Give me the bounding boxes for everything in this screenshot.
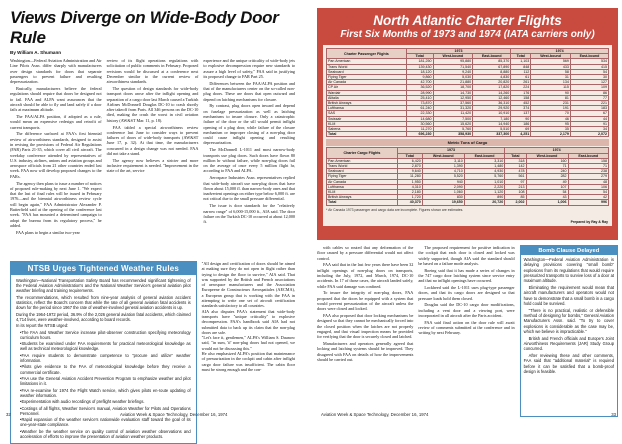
table-cell-value: 115 bbox=[531, 85, 571, 90]
table-cell-value: 54 bbox=[570, 69, 608, 74]
table-cell-value: 31 bbox=[531, 75, 571, 80]
sidebar-paragraph: Washington—National Transportation Safety Board has recommended significant tightening of the Federal Aviation Administration's and the National Weather Service's general aviation pilot weather briefing and training requirements. bbox=[16, 278, 191, 294]
article-paragraph: Differences between the FAA/ALPA position and that of the manufacturers center on the so-called non-plug doors. These are doors that open outward and depend on latching mechanisms for closure. bbox=[203, 80, 296, 102]
sidebar-paragraph: After reviewing these and other comments, FAA said that "additional material" is required before it can be satisfied that a bomb-proof design is feasible. bbox=[523, 353, 614, 374]
table-cell-carrier: Pan American bbox=[327, 59, 407, 64]
table-cell-value: 15,620 bbox=[433, 121, 473, 126]
article-byline: By William A. Shumann bbox=[10, 50, 62, 55]
table-cell-value: 238 bbox=[568, 169, 608, 174]
table-cell-carrier: Seaboard bbox=[327, 69, 407, 74]
table-cell-value: 35 bbox=[531, 127, 571, 132]
table-cell-value: 261 bbox=[511, 80, 531, 85]
sidebar-paragraph: "There is no practical, realistic or defensible method of designing for bombs," General Aviation Manufacturers Assn. said. "To try to cover explosions is considerable as the case may be, which we believe is impracticable." bbox=[523, 307, 614, 334]
table-total-value: 4,251 bbox=[511, 132, 531, 137]
table-total-row bbox=[327, 200, 609, 205]
table-cell-value: 3,310 bbox=[464, 158, 504, 163]
table-header-name: Charter Cargo Flights bbox=[327, 148, 398, 158]
sidebar-bullet: • Weather be the weather service on quality control of aviation weather observations and acceleration of efforts to improve the presentation of aviation weather products. bbox=[20, 429, 191, 439]
sidebar-bullet: • FAA re-examine for 1974 the Flight Watch service, which gives pilots en-route updating of weather information. bbox=[20, 388, 191, 398]
table-cell-value: 848 bbox=[511, 64, 531, 69]
table-cell-value: 7,500 bbox=[433, 116, 473, 121]
right-columns bbox=[317, 245, 618, 417]
table-cell-value: 11,280 bbox=[397, 174, 422, 179]
table-cell-value: 181,250 bbox=[406, 59, 433, 64]
sidebar-bullet: • Experimentation with audio recordings of preflight weather briefings. bbox=[20, 399, 191, 404]
tables-area bbox=[323, 45, 612, 226]
table-cell-value: 29,920 bbox=[473, 106, 511, 111]
table-cell-value: 67 bbox=[570, 111, 608, 116]
article-paragraph: FAA also proposed that door locking mechanisms be designed so that they cannot be mechanically forced into the closed position when the latches are not properly engaged, and that visual inspection means be provided for verifying that the door is securely closed and latched. bbox=[317, 313, 414, 340]
table-cell-value: 85,370 bbox=[473, 59, 511, 64]
table-cell-value: 452 bbox=[511, 101, 531, 106]
table-header-name: Charter Passenger Flights bbox=[327, 49, 407, 59]
article-paragraph: FAA said final action on the door rule will await review of comments submitted at the conference and in writing by next February. bbox=[418, 319, 515, 336]
table-cell-value: 12,460 bbox=[473, 95, 511, 100]
left-page bbox=[0, 0, 305, 439]
table-cell-value: 1,103 bbox=[511, 59, 531, 64]
table-subheader: West-bound bbox=[422, 153, 464, 158]
table-cell-value: 21,880 bbox=[433, 80, 473, 85]
table-cell-carrier: Swissair bbox=[327, 116, 407, 121]
article-paragraph: The difference surfaced at FAA's first biennial review of airworthiness standards, designed to assist in revising the provisions of Federal Air Regulations (FAR) Parts 21-35, which cover all civil aircraft. The weekday conference attended by representatives of U.S. industry, airlines, unions and aviation groups and aerospace officials from 21 other countries ended last week. FAA now will develop proposed changes to the FARs. bbox=[10, 131, 102, 179]
article-paragraph: "Let's face it, gentlemen," ALPA's William S. Daunow said, "in sum, 'if' non-plug doors had not opened, we would not be discussing this." bbox=[201, 335, 295, 351]
article-paragraph: AIA also disputes FAA's statement that wide-body transports have "unique criticality" to explosive decompression. FAA's handbook said AIA had not submitted data to back up its claim that the non-plug doors are safe. bbox=[201, 308, 295, 335]
table-cell-carrier: Trans World bbox=[327, 164, 398, 169]
table-subheader: Total bbox=[505, 153, 526, 158]
table-cell-carrier: Alitalia bbox=[327, 95, 407, 100]
article-paragraph: Douglas said the DC-10 cargo door modifications, including a vent door and a viewing port, were incorporated in all aircraft after the Paris accident. bbox=[418, 302, 515, 319]
table-cell-value: 186 bbox=[511, 121, 531, 126]
table-cell-value: 2,870 bbox=[397, 164, 422, 169]
table-cell-value: 28,990 bbox=[406, 90, 433, 95]
table-cell-carrier: Flying Tiger bbox=[327, 75, 407, 80]
table-cell-value: 71,540 bbox=[433, 64, 473, 69]
article-column-3 bbox=[203, 58, 295, 258]
table-cell-value: 30,560 bbox=[406, 121, 433, 126]
table-cell-carrier: Air Canada bbox=[327, 80, 407, 85]
table-cell-value: 5,030 bbox=[433, 75, 473, 80]
table-cell-value: 42,700 bbox=[406, 80, 433, 85]
table-cell-value: 58 bbox=[531, 69, 571, 74]
table-cell-value: 1,120 bbox=[464, 190, 504, 195]
table-cell-value: 95 bbox=[531, 121, 571, 126]
table-cell-value: 8,880 bbox=[473, 69, 511, 74]
table-subheader: East-bound bbox=[568, 153, 608, 158]
table-subheader: Total bbox=[397, 153, 422, 158]
page-number-left: 32 bbox=[6, 412, 11, 417]
table-cell-value: 534 bbox=[570, 59, 608, 64]
table-cell-value: 18,120 bbox=[406, 69, 433, 74]
table-cell-value: 6,420 bbox=[397, 158, 422, 163]
table-cell-value: 42 bbox=[568, 195, 608, 200]
table-total-value: 358,930 bbox=[433, 132, 473, 137]
right-page bbox=[311, 0, 622, 420]
table-cell-value: 569 bbox=[531, 59, 571, 64]
sidebar-bullets bbox=[16, 330, 191, 440]
table-cell-carrier: SAS bbox=[327, 111, 407, 116]
table-cell-value: 231 bbox=[531, 101, 571, 106]
table-total-value: 19,650 bbox=[422, 200, 464, 205]
bomb-title: Bomb Clause Delayed bbox=[521, 246, 617, 255]
table-cell-value: 61,240 bbox=[406, 106, 433, 111]
table-subheader: West-bound bbox=[433, 54, 473, 59]
table-cell-value: 137 bbox=[511, 111, 531, 116]
table-cell-value: 107 bbox=[526, 184, 568, 189]
table-cell-value: 9,860 bbox=[406, 75, 433, 80]
footer-right: Aviation Week & Space Technology, December 16, 1974 bbox=[321, 412, 429, 417]
table-cell-value: 12,950 bbox=[433, 95, 473, 100]
table-cell-carrier: CP Air bbox=[327, 85, 407, 90]
table-cell-value: 106 bbox=[568, 184, 608, 189]
table-cell-value: 30 bbox=[570, 75, 608, 80]
sidebar-paragraph: During the 1964-1972 period, 36.9% of the 2,026 general aviation fatal accidents, which claimed 4,714 lives, were weather-involved, according to board records. bbox=[16, 311, 191, 322]
table-total-row bbox=[327, 132, 609, 137]
table-cell-value: 160 bbox=[526, 158, 568, 163]
table-cell-value: 54 bbox=[526, 190, 568, 195]
charter-flights-panel bbox=[317, 8, 618, 240]
table-cell-value: 127 bbox=[570, 80, 608, 85]
table-cell-value: 5,760 bbox=[433, 127, 473, 132]
table-cell-value: 158 bbox=[511, 95, 531, 100]
table-cell-value: 240 bbox=[526, 169, 568, 174]
article-paragraph: with cables so routed that any deformation of the floor caused by a pressure differential would not affect control. bbox=[317, 245, 414, 261]
article-paragraph: By contrast, plug doors open inward and depend on fuselage pressurization as well as latching mechanisms to insure closure. Only a catastrophic failure of the door or the sill would permit inflight opening of a plug door, while failure of the closure mechanism or improper closing of a non-plug door could cause inflight opening and resulting depressurization. bbox=[203, 103, 296, 146]
table-cell-value: 830 bbox=[422, 195, 464, 200]
table-cell-value: 318 bbox=[505, 158, 526, 163]
cargo-band: Metric Tons of Cargo bbox=[326, 139, 609, 146]
article-columns-top bbox=[6, 58, 299, 258]
table-cell-value: 34 bbox=[570, 127, 608, 132]
table-subheader: Total bbox=[511, 54, 531, 59]
table-cell-value: 90 bbox=[511, 116, 531, 121]
sidebar-bullet: • FAA require students to demonstrate competence to "procure and utilize" weather information. bbox=[20, 353, 191, 363]
article-paragraph: The agency then plans to issue a number of notices of proposed rule-making by next June 1. "We expect that the last of final rules will be issued in February 1976—and the biennial airworthiness review cycle will begin again," FAA Administrator Alexander P. Butterfield said at the opening of the conference last week. "FAA has mounted a determined campaign to adopt the bureau from its regulatory process," he added. bbox=[10, 180, 102, 228]
table-cell-value: 191 bbox=[531, 106, 571, 111]
table-cell-carrier: Lufthansa bbox=[327, 184, 398, 189]
table-cell-value: 61 bbox=[511, 75, 531, 80]
table-cell-value: 14,260 bbox=[473, 90, 511, 95]
table-cell-value: 3,110 bbox=[422, 158, 464, 163]
table-total-label: Total bbox=[327, 132, 407, 137]
article-paragraph: Basically, manufacturers believe the federal regulations should require that doors be designed not to fail. FAA and ALPA want assurances that the aircraft should be able to fly and land safely if a door fails at maximum altitude. bbox=[10, 85, 102, 113]
table-cell-value: 374 bbox=[511, 106, 531, 111]
table-subheader: West-bound bbox=[531, 54, 571, 59]
table-cell-value: 48 bbox=[568, 179, 608, 184]
table-cell-value: 71 bbox=[568, 164, 608, 169]
table-cell-value: 2,180 bbox=[397, 190, 422, 195]
article-paragraph: The question of design standards for wide-body transport doors arose after the inflight opening and separation of a cargo door last March caused a Turkish Airlines McDonnell Douglas DC-10 to crash shortly after takeoff from Paris. All 346 persons on the DC-10 died, making the crash the worst in civil aviation history (AW&ST Mar. 11, p. 18). bbox=[106, 85, 199, 123]
table-cell-value: 213 bbox=[505, 184, 526, 189]
table-cell-value: 17,820 bbox=[473, 85, 511, 90]
table-cell-value: 54 bbox=[568, 190, 608, 195]
table-cell-value: 221 bbox=[570, 101, 608, 106]
table-cell-value: 112 bbox=[511, 69, 531, 74]
sidebar-bullet: • FAA use the General Aviation Accident Prevention Program to emphasize weather and pilot limitations in it. bbox=[20, 376, 191, 386]
table-cell-value: 7,180 bbox=[473, 116, 511, 121]
table-cell-value: 1,950 bbox=[397, 179, 422, 184]
table-cell-value: 1,060 bbox=[422, 190, 464, 195]
table-cell-value: 67,890 bbox=[473, 64, 511, 69]
table-cell-value: 18,700 bbox=[433, 85, 473, 90]
sidebar-bullet: • Costings of all flights, Weather Service's manual, Aviation Weather for Pilots and Operations Personnel. bbox=[20, 406, 191, 416]
table-cell-value: 108 bbox=[505, 190, 526, 195]
table-cell-value: 433 bbox=[531, 64, 571, 69]
table-cell-value: 9,240 bbox=[433, 69, 473, 74]
table-cell-value: 5,520 bbox=[422, 174, 464, 179]
table-cell-value: 4,930 bbox=[464, 169, 504, 174]
table-cell-value: 1,010 bbox=[464, 179, 504, 184]
article-paragraph: experience and the unique criticality of wide-body jets to explosive decompression require new standards to assure a high level of safety," FAA said in justifying its proposed change to FAR Part 25. bbox=[203, 58, 296, 79]
article-paragraph: The proposed requirement for positive indication in the cockpit that each door is closed and locked was widely supported, though AIA said the standard should be based on a failure mode analysis. bbox=[418, 245, 515, 266]
table-header-year: 1974 bbox=[511, 49, 609, 54]
table-cell-value: 4,310 bbox=[397, 184, 422, 189]
table-cell-value: 73,870 bbox=[406, 101, 433, 106]
article-paragraph: Aerospace Industries Assn. representatives replied that wide-body aircraft use non-plug doors that have flown about 15,000 fl. than narrow-body ones and that inadvertent openings on either type below 6,000 ft. are not critical due to the small pressure differential. bbox=[203, 175, 296, 202]
article-column-2 bbox=[107, 58, 199, 258]
article-paragraph: The issue is door standards for the "relatively narrow range" of 6,000-15,000 ft., AIA said. The door failure on the Turkish DC-10 occurred at about 12,000 ft. bbox=[203, 203, 296, 225]
table-cell-value: 31,320 bbox=[433, 106, 473, 111]
table-cell-value: 4,710 bbox=[422, 169, 464, 174]
table-header-year: 1973 bbox=[406, 49, 510, 54]
article-paragraph: The agency now believes a stricter and more inclusive requirement is needed. "Improvement in the state of the art, service bbox=[106, 157, 199, 174]
sidebar-paragraph: The recommendations, which resulted from nine-year analysis of general aviation accident statistics, reflect the Board's concern that while the rate of all general aviation fatal accidents is down for the period since 1967 the rate of weather-involved general aviation accidents is up. bbox=[16, 294, 191, 311]
page-number-right: 33 bbox=[611, 412, 616, 417]
table-cell-value: 10,910 bbox=[473, 111, 511, 116]
table-cell-value: 1,720 bbox=[397, 195, 422, 200]
cargo-table bbox=[326, 147, 609, 205]
table-cell-value: 97 bbox=[505, 179, 526, 184]
table-cell-value: 4,830 bbox=[473, 75, 511, 80]
table-cell-carrier: Sabena bbox=[327, 127, 407, 132]
table-cell-carrier: Trans World bbox=[327, 64, 407, 69]
table-total-value: 1,006 bbox=[526, 200, 568, 205]
table-cell-carrier: KLM bbox=[327, 121, 407, 126]
table-cell-value: 43 bbox=[526, 195, 568, 200]
sidebar-paragraph: In its report the NTSB urged: bbox=[16, 323, 69, 329]
table-cell-value: 77 bbox=[570, 95, 608, 100]
passenger-table bbox=[326, 48, 609, 137]
table-cell-value: 282 bbox=[526, 174, 568, 179]
table-total-value: 337,300 bbox=[473, 132, 511, 137]
article-paragraph: To insure the integrity of non-plug doors, FAA proposed that the doors be equipped with a system that would prevent pressurization of the aircraft unless the doors were closed and locked. bbox=[317, 290, 414, 312]
panel-title: North Atlantic Charter Flights bbox=[373, 13, 562, 28]
table-cell-value: 478 bbox=[505, 169, 526, 174]
sidebar-paragraph: British and French officials and Europe's Joint Airworthiness Requirements (JAR) Study Group concurred. bbox=[523, 335, 614, 352]
table-cell-value: 940 bbox=[422, 179, 464, 184]
table-cell-carrier: Flying Tiger bbox=[327, 174, 398, 179]
table-cell-value: 415 bbox=[570, 64, 608, 69]
table-cell-value: 90 bbox=[531, 90, 571, 95]
sidebar-bullet: • Students be examined under FAA requirements for practical meteorological knowledge as well as technical meteorological knowledge. bbox=[20, 341, 191, 351]
table-cell-value: 176 bbox=[511, 90, 531, 95]
table-cell-value: 9,640 bbox=[397, 169, 422, 174]
table-cell-value: 25,410 bbox=[406, 95, 433, 100]
table-cell-value: 49 bbox=[526, 179, 568, 184]
panel-subtitle: First Six Months of 1973 and 1974 (IATA carriers only) bbox=[340, 29, 595, 40]
table-cell-value: 91 bbox=[570, 121, 608, 126]
table-cell-carrier: Pan American bbox=[327, 158, 398, 163]
sidebar-paragraph: Eliminating the requirement would mean that aircraft manufacturers and operators would not have to demonstrate that a small bomb in a cargo hold could be survived. bbox=[523, 284, 614, 306]
table-cell-value: 109 bbox=[570, 85, 608, 90]
table-cell-value: 158 bbox=[568, 158, 608, 163]
table-subheader: Total bbox=[406, 54, 433, 59]
table-cell-value: 14,680 bbox=[406, 116, 433, 121]
table-cell-value: 561 bbox=[505, 174, 526, 179]
article-paragraph: FAA plans to begin a similar two-year bbox=[16, 229, 80, 235]
table-cell-value: 36,310 bbox=[473, 101, 511, 106]
table-cell-value: 81 bbox=[531, 95, 571, 100]
table-cell-value: 46 bbox=[531, 116, 571, 121]
article-paragraph: Washington—Federal Aviation Administration and Air Line Pilots Assn. differ sharply with manufacturers over design standards for doors that separate passengers to prevent failure and resulting depressurization. bbox=[10, 58, 102, 85]
table-cell-value: 11,420 bbox=[433, 111, 473, 116]
table-subheader: East-bound bbox=[464, 153, 504, 158]
table-total-value: 40,370 bbox=[397, 200, 422, 205]
table-cell-value: 86 bbox=[570, 90, 608, 95]
table-cell-value: 70 bbox=[531, 111, 571, 116]
article-paragraph: The McDonnell L-1011 and most narrow-body transports use plug doors. Such doors have flown 80 million hr without failure, while non-plug doors fail on the average of once every 5 million flight hr, according to FAA and ALPA. bbox=[203, 147, 296, 174]
table-cell-value: 224 bbox=[511, 85, 531, 90]
table-cell-value: 2,220 bbox=[464, 184, 504, 189]
table-cell-value: 36,520 bbox=[406, 85, 433, 90]
table-cell-carrier: KLM bbox=[327, 190, 398, 195]
table-note: * Air Canada 1973 passenger and cargo data are incomplete. Figures shown are estimates. bbox=[326, 207, 464, 212]
table-cell-value: 183 bbox=[570, 106, 608, 111]
table-cell-carrier: Wardair bbox=[327, 90, 407, 95]
table-cell-value: 85 bbox=[505, 195, 526, 200]
table-cell-value: 134 bbox=[531, 80, 571, 85]
table-cell-value: 890 bbox=[464, 195, 504, 200]
table-cell-carrier: Air Canada bbox=[327, 179, 398, 184]
table-cell-value: 1,390 bbox=[422, 164, 464, 169]
table-cell-carrier: British Airways bbox=[327, 101, 407, 106]
table-cell-value: 37,560 bbox=[433, 101, 473, 106]
sidebar-paragraph: Washington—Federal Aviation Administration is delaying provisions covering "small bomb" explosions from its regulations that would require pressurized transports to survive loss of a door at maximum altitude. bbox=[523, 257, 614, 284]
table-total-value: 2,072 bbox=[570, 132, 608, 137]
table-total-value: 996 bbox=[568, 200, 608, 205]
sidebar-bullet: • Pilots give evidence to the FAA of meteorological knowledge before they receive a commercial certificate. bbox=[20, 364, 191, 374]
sidebar-bullet: • The FAA and Weather Service increase pilot-observer construction specifying meteorology curriculum hours. bbox=[20, 330, 191, 340]
article-paragraph: The FAA/ALPA position, if adopted as a rule, would mean an expensive redesign and retrofit of current transports. bbox=[10, 113, 102, 130]
table-cell-value: 139,430 bbox=[406, 64, 433, 69]
article-paragraph: "All design and certification of doors should be aimed at making sure they do not open in flight rather than trying to design the floor to survive," AIA said. That was supported by the British and French associations of aerospace manufacturers and the Association Europeene de Constructeurs Aerospatiales (AECMA), a European group that is working with the FAA in attempting to write one set of aircraft certification standards satisfactory to all countries. bbox=[201, 261, 295, 309]
table-credit: Prepared by Ray & Ray bbox=[570, 220, 608, 224]
table-cell-value: 95,880 bbox=[433, 59, 473, 64]
right-column-2 bbox=[418, 245, 514, 417]
table-cell-value: 14,730 bbox=[433, 90, 473, 95]
article-paragraph: He also emphasized ALPA's position that maintenance of pressurization in the cockpit and cabin after inflight cargo door failure was insufficient. The cabin floor must be strong enough and the con- bbox=[201, 351, 295, 372]
article-paragraph: FAA tabled a special airworthiness review conference last June to consider ways to prevent failures of doors of wide-body transports (AW&ST June 17, p. 32). At that time, the manufacturers concurred in a design change was not needed. FAA did not take a stand. bbox=[106, 124, 199, 157]
sidebar-bullet: • Rapid expansion of the weather service's nationwide evaluation staff toward the goal of its one-year-state compliance. bbox=[20, 417, 191, 427]
table-subheader: East-bound bbox=[570, 54, 608, 59]
article-paragraph: Manufacturers and operators generally agreed that locking and latching systems should be improved. They disagreed with FAA on details of how the improvements should be carried out. bbox=[317, 341, 414, 362]
sidebar-title: NTSB Urges Tightened Weather Rules bbox=[11, 262, 196, 275]
table-cell-value: 142 bbox=[505, 164, 526, 169]
bomb-clause-sidebar bbox=[520, 245, 618, 417]
sidebar-body bbox=[11, 275, 196, 443]
table-cell-value: 22,330 bbox=[406, 111, 433, 116]
article-paragraph: Boeing said that it has made a series of changes in the 747 cargo door latching system since service entry and that no inflight openings have occurred. bbox=[418, 267, 515, 284]
article-column-1 bbox=[10, 58, 102, 258]
table-total-value: 2,002 bbox=[505, 200, 526, 205]
table-cell-value: 5,510 bbox=[473, 127, 511, 132]
article-paragraph: Lockheed said the L-1011 uses plug-type passenger doors, and that its cargo doors are designed so that pressure loads hold them closed. bbox=[418, 285, 515, 301]
table-cell-value: 14,940 bbox=[473, 121, 511, 126]
table-cell-value: 44 bbox=[570, 116, 608, 121]
right-column-1 bbox=[317, 245, 413, 417]
table-cell-value: 279 bbox=[568, 174, 608, 179]
table-cell-value: 71 bbox=[526, 164, 568, 169]
table-cell-value: 69 bbox=[511, 127, 531, 132]
table-header-year: 1974 bbox=[505, 148, 609, 153]
footer-left: Aviation Week & Space Technology, December 16, 1974 bbox=[120, 412, 228, 417]
table-cell-value: 2,090 bbox=[422, 184, 464, 189]
table-cell-carrier: British Airways bbox=[327, 195, 398, 200]
table-subheader: East-bound bbox=[473, 54, 511, 59]
table-total-value: 696,230 bbox=[406, 132, 433, 137]
article-headline: Views Diverge on Wide-Body Door Rule bbox=[10, 8, 279, 47]
table-cell-value: 20,820 bbox=[473, 80, 511, 85]
table-cell-value: 1,480 bbox=[464, 164, 504, 169]
table-subheader: West-bound bbox=[526, 153, 568, 158]
table-cell-carrier: Lufthansa bbox=[327, 106, 407, 111]
article-paragraph: review of its flight operations regulations with solicitation of public comments in February. Proposed revisions would be discussed at a conference next December similar to the current review of airworthiness standards. bbox=[106, 58, 199, 85]
table-header-year: 1973 bbox=[397, 148, 504, 153]
article-paragraph: FAA said that in the last few years there have been 32 inflight openings of non-plug doors on transports, including the July, 1972, and March, 1974, DC-10 accidents. In 17 of those cases, the aircraft landed safely, while FAA said damage was confined. bbox=[317, 262, 414, 289]
table-total-value: 2,179 bbox=[531, 132, 571, 137]
table-total-value: 20,720 bbox=[464, 200, 504, 205]
table-total-label: Total bbox=[327, 200, 398, 205]
bomb-body bbox=[521, 255, 617, 378]
table-cell-carrier: Seaboard bbox=[327, 169, 398, 174]
table-cell-value: 11,270 bbox=[406, 127, 433, 132]
table-cell-value: 5,760 bbox=[464, 174, 504, 179]
